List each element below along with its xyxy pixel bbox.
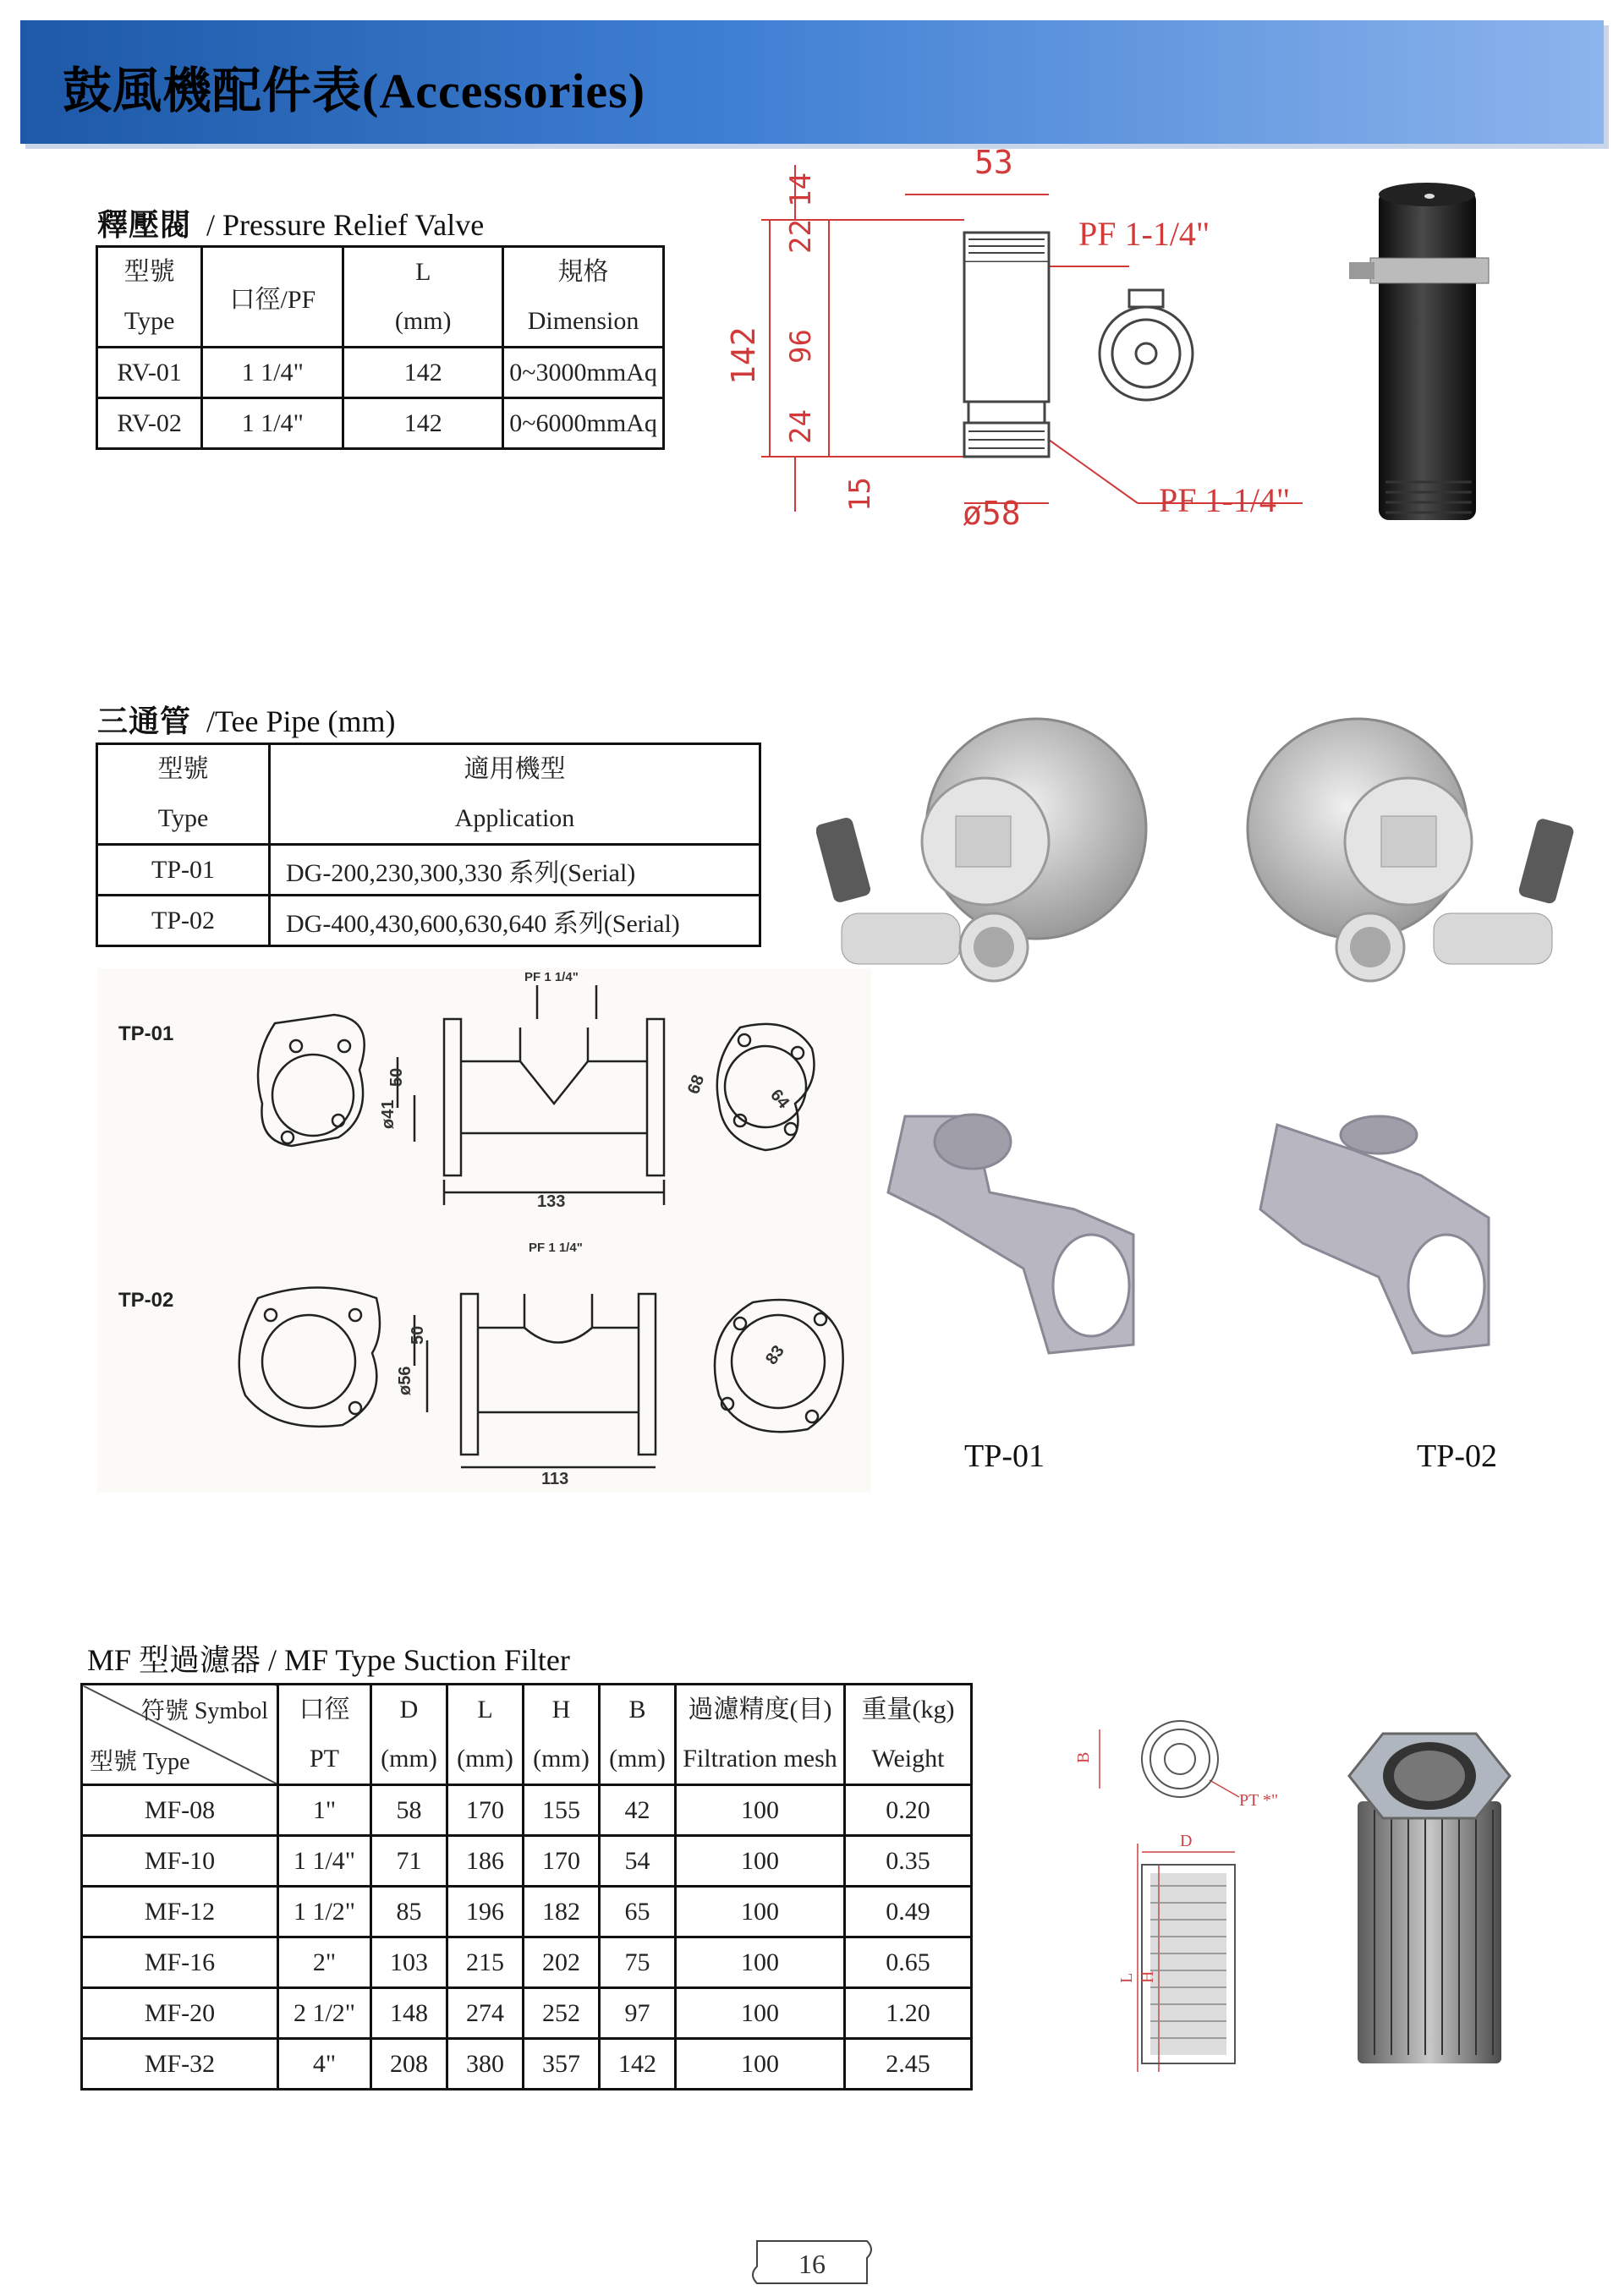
cell-mesh: 100 <box>676 1988 845 2039</box>
filter-title: MF 型過濾器 / MF Type Suction Filter <box>87 1643 570 1677</box>
cell-application: DG-200,230,300,330 系列(Serial) <box>270 845 760 896</box>
header-pt-zh: 口徑 <box>299 1696 350 1723</box>
cell-dimension: 0~6000mmAq <box>503 398 664 449</box>
cell-application: DG-400,430,600,630,640 系列(Serial) <box>270 896 760 946</box>
cell-type: MF-16 <box>82 1937 278 1988</box>
cell-h: 252 <box>524 1988 600 2039</box>
header-weight-en: Weight <box>871 1745 945 1773</box>
header-d-label: D <box>399 1696 419 1723</box>
cell-pf: 1 1/4" <box>202 398 343 449</box>
tp01-drawing-label: TP-01 <box>118 1022 174 1045</box>
table-row <box>97 845 760 896</box>
relief-valve-title <box>97 201 484 244</box>
filter-dim-l: L <box>1117 1972 1136 1983</box>
table-header-row <box>97 744 760 845</box>
cell-pt: 4" <box>278 2039 371 2090</box>
header-h <box>524 1685 600 1785</box>
cell-weight: 0.49 <box>845 1887 972 1937</box>
filter-table <box>80 1683 973 2091</box>
cell-b: 42 <box>600 1785 676 1836</box>
cell-dimension: 0~3000mmAq <box>503 348 664 398</box>
cell-b: 54 <box>600 1836 676 1887</box>
header-pf: 口徑/PF <box>202 247 343 348</box>
table-row <box>82 2039 972 2090</box>
corner-type-label: 型號 Type <box>90 1749 190 1775</box>
header-pt <box>278 1685 371 1785</box>
header-b <box>600 1685 676 1785</box>
header-l-label: L <box>477 1696 493 1723</box>
header-type-zh: 型號 <box>123 258 175 286</box>
cell-l: 215 <box>447 1937 524 1988</box>
header-weight <box>845 1685 972 1785</box>
cell-h: 155 <box>524 1785 600 1836</box>
cell-l: 170 <box>447 1785 524 1836</box>
header-type-zh: 型號 <box>157 755 209 783</box>
header-length <box>343 247 503 348</box>
dim-dia-58: ø58 <box>963 495 1021 532</box>
cell-b: 75 <box>600 1937 676 1988</box>
cell-pt: 2 1/2" <box>278 1988 371 2039</box>
tp01-dim-dia41: ø41 <box>379 1099 398 1129</box>
cell-pf: 1 1/4" <box>202 348 343 398</box>
dim-15: 15 <box>843 477 877 512</box>
corner-symbol-label: 符號 Symbol <box>140 1698 268 1724</box>
filter-dim-b: B <box>1074 1751 1093 1763</box>
cell-mesh: 100 <box>676 1887 845 1937</box>
header-h-unit: (mm) <box>533 1745 590 1773</box>
cell-pt: 1 1/2" <box>278 1887 371 1937</box>
cell-length: 142 <box>343 348 503 398</box>
tee-pipe-table <box>96 743 761 947</box>
header-l <box>447 1685 524 1785</box>
table-row <box>97 896 760 946</box>
tee-pipe-title-zh: 三通管 <box>97 704 192 738</box>
cell-length: 142 <box>343 398 503 449</box>
tp02-photo-label: TP-02 <box>1417 1438 1497 1474</box>
header-type <box>97 247 202 348</box>
cell-weight: 0.35 <box>845 1836 972 1887</box>
table-header-row <box>82 1685 972 1785</box>
cell-type: MF-08 <box>82 1785 278 1836</box>
cell-h: 202 <box>524 1937 600 1988</box>
cell-l: 274 <box>447 1988 524 2039</box>
cell-mesh: 100 <box>676 1785 845 1836</box>
header-application <box>270 744 760 845</box>
filter-dim-d: D <box>1180 1832 1193 1850</box>
cell-type: MF-12 <box>82 1887 278 1937</box>
header-length-label: L <box>415 258 431 286</box>
table-row <box>82 1988 972 2039</box>
cell-d: 148 <box>371 1988 447 2039</box>
header-type-en: Type <box>123 307 175 335</box>
tp02-dim-dia56: ø56 <box>396 1366 414 1395</box>
cell-d: 85 <box>371 1887 447 1937</box>
header-mesh-zh: 過濾精度(目) <box>688 1696 832 1723</box>
cell-weight: 0.65 <box>845 1937 972 1988</box>
tp01-dim-68: 68 <box>684 1072 709 1097</box>
dim-53: 53 <box>974 144 1013 181</box>
cell-type: TP-01 <box>97 845 270 896</box>
cell-pt: 1 1/4" <box>278 1836 371 1887</box>
header-d <box>371 1685 447 1785</box>
pf-top-label: PF 1-1/4" <box>1078 215 1210 253</box>
cell-weight: 1.20 <box>845 1988 972 2039</box>
header-d-unit: (mm) <box>381 1745 437 1773</box>
table-row <box>82 1887 972 1937</box>
tp02-dim-83: 83 <box>762 1342 788 1368</box>
cell-weight: 2.45 <box>845 2039 972 2090</box>
filter-drawing <box>1062 1700 1315 2080</box>
cell-b: 65 <box>600 1887 676 1937</box>
filter-dim-h: H <box>1138 1970 1157 1983</box>
tp01-photo-label: TP-01 <box>964 1438 1045 1474</box>
dim-96: 96 <box>784 329 818 364</box>
cell-h: 357 <box>524 2039 600 2090</box>
tee-pipe-title <box>97 698 395 741</box>
table-row <box>82 1785 972 1836</box>
cell-d: 71 <box>371 1836 447 1887</box>
cell-mesh: 100 <box>676 1836 845 1887</box>
header-h-label: H <box>551 1696 571 1723</box>
relief-valve-title-en: / Pressure Relief Valve <box>206 208 485 242</box>
tp01-pf-label: PF 1 1/4" <box>524 970 579 984</box>
cell-pt: 1" <box>278 1785 371 1836</box>
filter-dim-pt: PT *" <box>1239 1791 1279 1810</box>
header-l-unit: (mm) <box>457 1745 513 1773</box>
cell-type: TP-02 <box>97 896 270 946</box>
page-number-scroll <box>744 2233 880 2292</box>
tp02-pf-label: PF 1 1/4" <box>529 1241 583 1255</box>
tp02-drawing-label: TP-02 <box>118 1289 174 1312</box>
table-row <box>82 1836 972 1887</box>
cell-d: 58 <box>371 1785 447 1836</box>
cell-d: 103 <box>371 1937 447 1988</box>
tee-pipe-photos <box>880 1099 1539 1370</box>
page-title: 鼓風機配件表(Accessories) <box>63 63 646 118</box>
tee-pipe-drawing <box>97 968 871 1493</box>
header-type-en: Type <box>157 804 209 832</box>
cell-pt: 2" <box>278 1937 371 1988</box>
header-dimension-zh: 規格 <box>557 258 609 286</box>
tp02-dim-50: 50 <box>409 1325 427 1345</box>
relief-valve-photo <box>1345 178 1514 550</box>
cell-weight: 0.20 <box>845 1785 972 1836</box>
cell-b: 97 <box>600 1988 676 2039</box>
cell-l: 380 <box>447 2039 524 2090</box>
header-application-en: Application <box>454 804 575 832</box>
table-header-row <box>97 247 664 348</box>
tee-pipe-title-en: /Tee Pipe (mm) <box>206 704 396 738</box>
header-dimension <box>503 247 664 348</box>
cell-type: MF-32 <box>82 2039 278 2090</box>
relief-valve-drawing <box>710 140 1320 537</box>
header-dimension-en: Dimension <box>527 307 639 335</box>
table-row <box>97 398 664 449</box>
blower-photos <box>816 693 1577 998</box>
header-mesh <box>676 1685 845 1785</box>
header-b-label: B <box>628 1696 646 1723</box>
cell-mesh: 100 <box>676 1937 845 1988</box>
tp02-dim-113: 113 <box>541 1470 569 1488</box>
dim-14: 14 <box>784 173 818 207</box>
pf-bottom-label: PF 1-1/4" <box>1159 481 1291 519</box>
relief-valve-title-zh: 釋壓閥 <box>97 208 192 242</box>
page-number: 16 <box>798 2249 826 2279</box>
header-mesh-en: Filtration mesh <box>683 1745 837 1773</box>
header-bar <box>20 20 1604 144</box>
table-row <box>97 348 664 398</box>
cell-d: 208 <box>371 2039 447 2090</box>
relief-valve-table <box>96 245 665 450</box>
table-row <box>82 1937 972 1988</box>
header-b-unit: (mm) <box>609 1745 666 1773</box>
cell-l: 196 <box>447 1887 524 1937</box>
cell-mesh: 100 <box>676 2039 845 2090</box>
cell-type: RV-01 <box>97 348 202 398</box>
dim-142: 142 <box>725 326 762 385</box>
filter-photo <box>1332 1717 1527 2072</box>
cell-type: MF-10 <box>82 1836 278 1887</box>
cell-b: 142 <box>600 2039 676 2090</box>
corner-header <box>82 1685 278 1785</box>
dim-22: 22 <box>784 219 818 254</box>
header-length-unit: (mm) <box>394 307 452 335</box>
tp01-dim-133: 133 <box>537 1192 566 1211</box>
cell-type: MF-20 <box>82 1988 278 2039</box>
dim-24: 24 <box>784 409 818 444</box>
header-weight-zh: 重量(kg) <box>861 1696 955 1723</box>
cell-type: RV-02 <box>97 398 202 449</box>
header-type <box>97 744 270 845</box>
tp01-dim-50: 50 <box>387 1067 406 1087</box>
cell-h: 170 <box>524 1836 600 1887</box>
header-pt-en: PT <box>309 1745 339 1773</box>
cell-h: 182 <box>524 1887 600 1937</box>
header-application-zh: 適用機型 <box>464 755 566 783</box>
tp01-dim-64: 64 <box>766 1086 793 1113</box>
cell-l: 186 <box>447 1836 524 1887</box>
